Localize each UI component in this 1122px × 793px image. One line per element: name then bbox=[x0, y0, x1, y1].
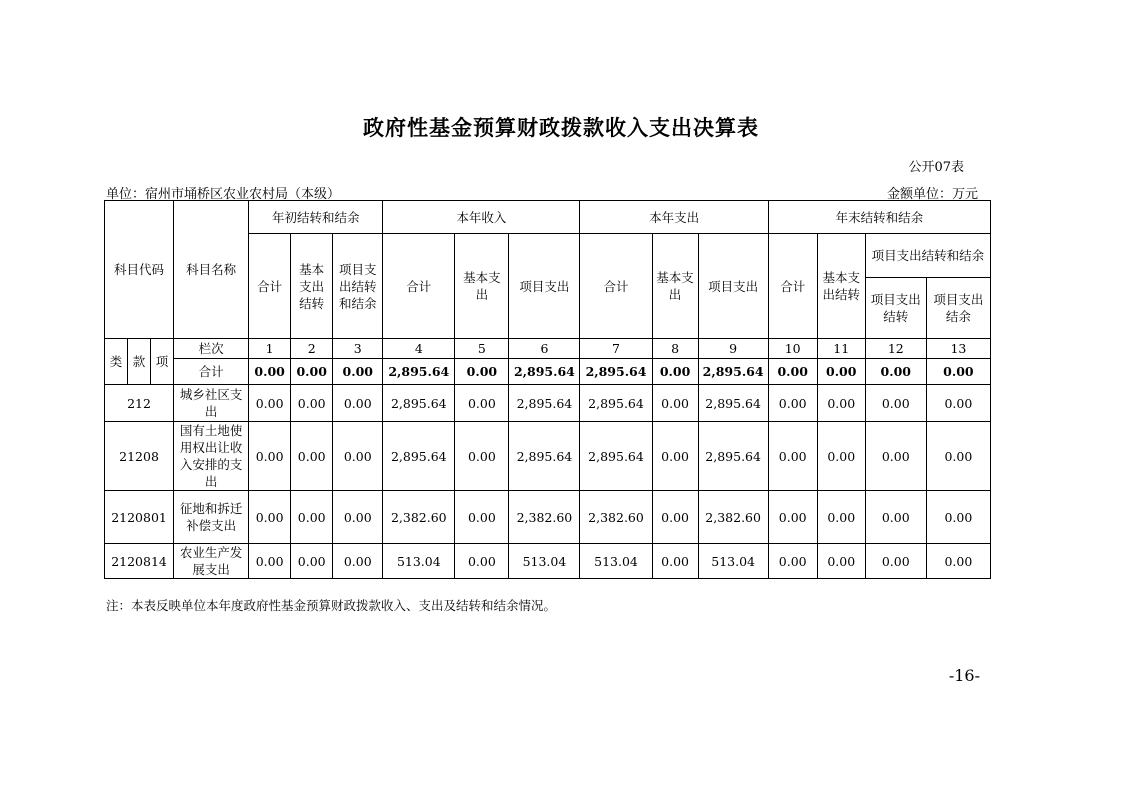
table-row bbox=[105, 422, 991, 491]
row-cell: 0.00 bbox=[768, 544, 817, 579]
column-number: 5 bbox=[455, 339, 509, 359]
header-expense-group: 本年支出 bbox=[580, 201, 768, 234]
header-begin-basic: 基本支出结转 bbox=[291, 234, 333, 339]
budget-table bbox=[104, 200, 991, 579]
header-begin-project: 项目支出结转和结余 bbox=[333, 234, 383, 339]
total-cell: 2,895.64 bbox=[580, 359, 652, 385]
row-cell: 0.00 bbox=[652, 422, 698, 491]
row-cell: 0.00 bbox=[249, 385, 291, 422]
row-name: 农业生产发展支出 bbox=[174, 544, 249, 579]
header-expense-project: 项目支出 bbox=[698, 234, 768, 339]
table-row bbox=[105, 491, 991, 544]
header-kuan: 款 bbox=[128, 339, 151, 385]
table-title: 政府性基金预算财政拨款收入支出决算表 bbox=[363, 115, 759, 140]
total-cell: 2,895.64 bbox=[383, 359, 455, 385]
column-number: 13 bbox=[926, 339, 990, 359]
row-cell: 0.00 bbox=[652, 491, 698, 544]
row-code: 2120801 bbox=[105, 491, 174, 544]
row-cell: 0.00 bbox=[652, 544, 698, 579]
row-cell: 2,895.64 bbox=[698, 385, 768, 422]
row-cell: 0.00 bbox=[333, 385, 383, 422]
row-cell: 0.00 bbox=[817, 491, 865, 544]
header-end-project-group: 项目支出结转和结余 bbox=[865, 234, 990, 278]
total-row-label: 合计 bbox=[174, 359, 249, 385]
table-row bbox=[105, 385, 991, 422]
column-number: 11 bbox=[817, 339, 865, 359]
column-number: 12 bbox=[865, 339, 926, 359]
row-cell: 0.00 bbox=[249, 491, 291, 544]
column-number: 10 bbox=[768, 339, 817, 359]
total-cell: 0.00 bbox=[768, 359, 817, 385]
total-cell: 0.00 bbox=[333, 359, 383, 385]
row-code: 212 bbox=[105, 385, 174, 422]
row-cell: 2,895.64 bbox=[509, 422, 580, 491]
header-end-total: 合计 bbox=[768, 234, 817, 339]
column-number: 8 bbox=[652, 339, 698, 359]
header-income-project: 项目支出 bbox=[509, 234, 580, 339]
row-cell: 0.00 bbox=[768, 385, 817, 422]
column-row-label: 栏次 bbox=[174, 339, 249, 359]
row-cell: 2,382.60 bbox=[580, 491, 652, 544]
total-cell: 0.00 bbox=[926, 359, 990, 385]
row-cell: 0.00 bbox=[291, 544, 333, 579]
header-end-project-carry: 项目支出结转 bbox=[865, 278, 926, 339]
row-cell: 0.00 bbox=[249, 422, 291, 491]
row-cell: 0.00 bbox=[291, 385, 333, 422]
row-cell: 513.04 bbox=[383, 544, 455, 579]
total-cell: 0.00 bbox=[652, 359, 698, 385]
row-cell: 2,895.64 bbox=[580, 422, 652, 491]
column-number: 6 bbox=[509, 339, 580, 359]
row-cell: 513.04 bbox=[580, 544, 652, 579]
header-name: 科目名称 bbox=[174, 201, 249, 339]
row-cell: 2,895.64 bbox=[698, 422, 768, 491]
header-income-basic: 基本支出 bbox=[455, 234, 509, 339]
column-number: 2 bbox=[291, 339, 333, 359]
row-cell: 0.00 bbox=[817, 544, 865, 579]
row-cell: 0.00 bbox=[333, 491, 383, 544]
header-expense-total: 合计 bbox=[580, 234, 652, 339]
table-row bbox=[105, 544, 991, 579]
header-begin-total: 合计 bbox=[249, 234, 291, 339]
row-cell: 0.00 bbox=[455, 385, 509, 422]
row-cell: 0.00 bbox=[768, 422, 817, 491]
row-cell: 0.00 bbox=[926, 385, 990, 422]
row-cell: 0.00 bbox=[865, 544, 926, 579]
column-number: 4 bbox=[383, 339, 455, 359]
row-cell: 0.00 bbox=[817, 385, 865, 422]
header-code: 科目代码 bbox=[105, 201, 174, 339]
total-cell: 0.00 bbox=[455, 359, 509, 385]
header-end-group: 年末结转和结余 bbox=[768, 201, 990, 234]
row-cell: 0.00 bbox=[455, 491, 509, 544]
total-cell: 0.00 bbox=[249, 359, 291, 385]
row-cell: 0.00 bbox=[865, 385, 926, 422]
row-cell: 2,382.60 bbox=[698, 491, 768, 544]
header-end-basic: 基本支出结转 bbox=[817, 234, 865, 339]
column-number-row bbox=[105, 339, 991, 359]
column-number: 9 bbox=[698, 339, 768, 359]
header-begin-group: 年初结转和结余 bbox=[249, 201, 383, 234]
row-name: 国有土地使用权出让收入安排的支出 bbox=[174, 422, 249, 491]
total-cell: 2,895.64 bbox=[698, 359, 768, 385]
row-cell: 0.00 bbox=[291, 491, 333, 544]
row-cell: 0.00 bbox=[926, 491, 990, 544]
row-code: 2120814 bbox=[105, 544, 174, 579]
header-income-group: 本年收入 bbox=[383, 201, 580, 234]
total-cell: 0.00 bbox=[291, 359, 333, 385]
row-cell: 2,895.64 bbox=[580, 385, 652, 422]
total-cell: 0.00 bbox=[865, 359, 926, 385]
page-number: -16- bbox=[948, 666, 980, 685]
form-number: 公开07表 bbox=[908, 160, 964, 175]
row-cell: 0.00 bbox=[926, 544, 990, 579]
header-expense-basic: 基本支出 bbox=[652, 234, 698, 339]
row-cell: 2,382.60 bbox=[383, 491, 455, 544]
total-row bbox=[105, 359, 991, 385]
row-cell: 0.00 bbox=[652, 385, 698, 422]
row-cell: 0.00 bbox=[291, 422, 333, 491]
row-cell: 0.00 bbox=[333, 544, 383, 579]
row-cell: 0.00 bbox=[333, 422, 383, 491]
row-cell: 2,895.64 bbox=[383, 422, 455, 491]
header-end-project-balance: 项目支出结余 bbox=[926, 278, 990, 339]
column-number: 7 bbox=[580, 339, 652, 359]
row-name: 城乡社区支出 bbox=[174, 385, 249, 422]
reporting-unit: 单位：宿州市埇桥区农业农村局（本级） bbox=[106, 187, 341, 202]
header-xiang: 项 bbox=[151, 339, 174, 385]
amount-unit: 金额单位：万元 bbox=[886, 187, 978, 202]
row-cell: 513.04 bbox=[509, 544, 580, 579]
row-cell: 2,895.64 bbox=[383, 385, 455, 422]
row-name: 征地和拆迁补偿支出 bbox=[174, 491, 249, 544]
total-cell: 0.00 bbox=[817, 359, 865, 385]
row-cell: 2,382.60 bbox=[509, 491, 580, 544]
row-cell: 0.00 bbox=[865, 422, 926, 491]
row-cell: 0.00 bbox=[817, 422, 865, 491]
row-cell: 2,895.64 bbox=[509, 385, 580, 422]
row-cell: 0.00 bbox=[249, 544, 291, 579]
header-income-total: 合计 bbox=[383, 234, 455, 339]
row-cell: 0.00 bbox=[926, 422, 990, 491]
row-code: 21208 bbox=[105, 422, 174, 491]
row-cell: 0.00 bbox=[865, 491, 926, 544]
total-cell: 2,895.64 bbox=[509, 359, 580, 385]
column-number: 3 bbox=[333, 339, 383, 359]
row-cell: 513.04 bbox=[698, 544, 768, 579]
row-cell: 0.00 bbox=[455, 544, 509, 579]
header-lei: 类 bbox=[105, 339, 128, 385]
row-cell: 0.00 bbox=[768, 491, 817, 544]
row-cell: 0.00 bbox=[455, 422, 509, 491]
table-note: 注：本表反映单位本年度政府性基金预算财政拨款收入、支出及结转和结余情况。 bbox=[106, 598, 557, 613]
column-number: 1 bbox=[249, 339, 291, 359]
